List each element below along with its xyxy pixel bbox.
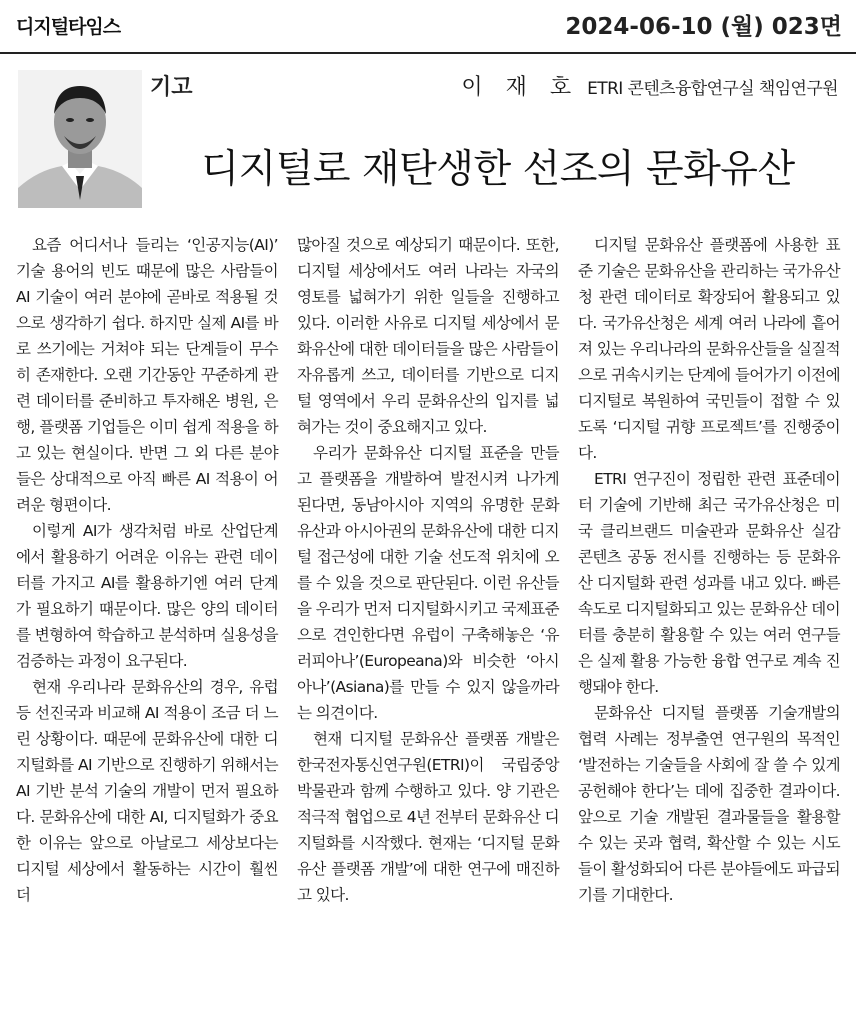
paragraph: 우리가 문화유산 디지털 표준을 만들고 플랫폼을 개발하여 발전시켜 나가게 된다면, 동남아시아 지역의 유명한 문화유산과 아시아권의 문화유산에 대한 디지털 접근성에 대한 기술 선도적 위치에 오를 수 있을 것으로 판단된다. 이런 유산들을 우리가 먼저 디지털화시키고 국제표준으로 견인한다면 유럽이 구축해놓은 ‘유러피아나’(Europeana)와 비슷한 ‘아시아나’(Asiana)를 만들 수 있지 않을까라는 의견이다.: [297, 444, 559, 722]
author-byline: [461, 70, 838, 101]
article-column-2: [297, 232, 559, 908]
paragraph: 디지털 문화유산 플랫폼에 사용한 표준 기술은 문화유산을 관리하는 국가유산청 관련 데이터로 확장되어 활용되고 있다. 국가유산청은 세계 여러 나라에 흩어져 있는 우리나라의 문화유산들을 실질적으로 귀속시키는 단계에 들어가기 이전에 디지털로 복원하여 국민들이 접할 수 있도록 ‘디지털 귀향 프로젝트’를 진행중이다.: [578, 236, 840, 462]
paragraph: 이렇게 AI가 생각처럼 바로 산업단계에서 활용하기 어려운 이유는 관련 데이터를 가지고 AI를 활용하기엔 여러 단계가 필요하기 때문이다. 많은 양의 데이터를 변형하여 학습하고 분석하며 실용성을 검증하는 과정이 요구된다.: [16, 522, 278, 670]
section-label: 기고: [150, 75, 193, 100]
author-photo: [18, 70, 142, 208]
paragraph: 문화유산 디지털 플랫폼 기술개발의 협력 사례는 정부출연 연구원의 목적인 ‘발전하는 기술들을 사회에 잘 쓸 수 있게 공헌해야 한다’는 데에 집중한 결과이다. 앞으로 기술 개발된 결과물들을 활용할 수 있는 곳과 협력, 확산할 수 있는 시도들이 활성화되어 다른 분야들에도 파급되기를 기대한다.: [578, 704, 840, 904]
author-role: ETRI 콘텐츠융합연구실 책임연구원: [587, 79, 838, 99]
issue-date: 2024-06-10 (월) 023면: [565, 14, 842, 40]
newspaper-name: 디지털타임스: [16, 16, 121, 38]
article-column-1: [16, 232, 278, 908]
header-divider: [0, 52, 856, 54]
article-column-3: [578, 232, 840, 908]
paragraph: 많아질 것으로 예상되기 때문이다. 또한, 디지털 세상에서도 여러 나라는 자국의 영토를 넓혀가기 위한 일들을 진행하고 있다. 이러한 사유로 디지털 세상에서 문화유산에 대한 데이터들을 많은 사람들이 자유롭게 쓰고, 데이터를 기반으로 디지털 영역에서 우리 문화유산의 입지를 넓혀가는 것이 중요해지고 있다.: [297, 236, 559, 436]
paragraph: 현재 디지털 문화유산 플랫폼 개발은 한국전자통신연구원(ETRI)이 국립중앙박물관과 함께 수행하고 있다. 양 기관은 적극적 협업으로 4년 전부터 문화유산 디지털화를 시작했다. 현재는 ‘디지털 문화유산 플랫폼 개발’에 대한 연구에 매진하고 있다.: [297, 730, 559, 904]
paragraph: ETRI 연구진이 정립한 관련 표준데이터 기술에 기반해 최근 국가유산청은 미국 클리브랜드 미술관과 문화유산 실감 콘텐츠 공동 전시를 진행하는 등 문화유산 디지털화 관련 성과를 내고 있다. 빠른 속도로 디지털화되고 있는 문화유산 데이터를 충분히 활용할 수 있는 여러 연구들은 실제 활용 가능한 융합 연구로 계속 진행돼야 한다.: [578, 470, 840, 696]
author-portrait-icon: [18, 70, 142, 208]
author-name: 이 재 호: [461, 75, 580, 100]
paragraph: 현재 우리나라 문화유산의 경우, 유럽 등 선진국과 비교해 AI 적용이 조금 더 느린 상황이다. 때문에 문화유산에 대한 디지털화를 AI 기반으로 진행하기 위해서는 AI 기반 분석 기술의 개발이 먼저 필요하다. 문화유산에 대한 AI, 디지털화가 중요한 이유는 앞으로 아날로그 세상보다는 디지털 세상에서 활동하는 시간이 훨씬 더: [16, 678, 278, 904]
paragraph: 요즘 어디서나 들리는 ‘인공지능(AI)’ 기술 용어의 빈도 때문에 많은 사람들이 AI 기술이 여러 분야에 곧바로 적용될 것으로 생각하기 쉽다. 하지만 실제 AI를 바로 쓰기에는 거쳐야 되는 단계들이 무수히 존재한다. 오랜 기간동안 꾸준하게 관련 데이터를 준비하고 투자해온 병원, 은행, 플랫폼 기업들은 이미 쉽게 적용을 하고 있는 현실이다. 반면 그 외 다른 분야들은 상대적으로 아직 빠른 AI 적용이 어려운 형편이다.: [16, 236, 278, 514]
article-headline: 디지털로 재탄생한 선조의 문화유산: [201, 147, 795, 192]
page-header: [0, 0, 856, 56]
